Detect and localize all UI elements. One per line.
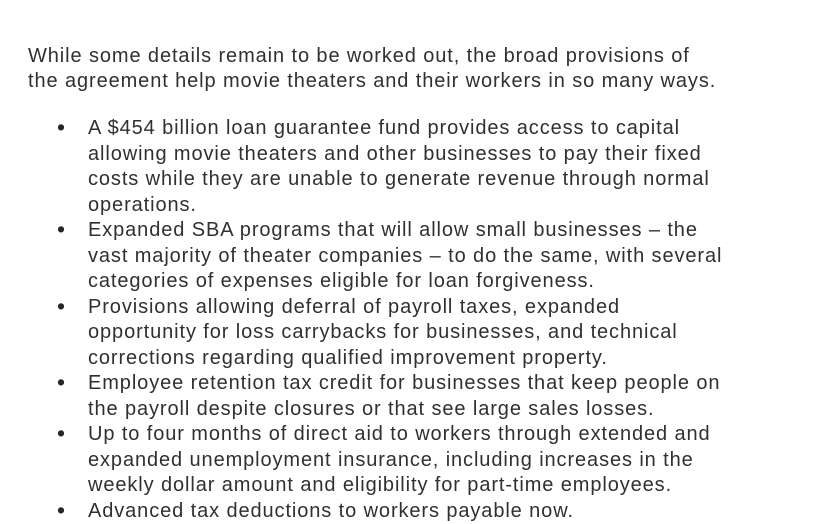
list-item [28, 295, 796, 372]
list-item [28, 116, 796, 218]
bullet-icon: • [57, 421, 65, 447]
bullet-icon: • [57, 294, 65, 320]
intro-paragraph: While some details remain to be worked out, the broad provisions of the agreement help movie theaters and their workers in so many ways. [28, 44, 796, 94]
list-item [28, 499, 796, 524]
list-item [28, 218, 796, 295]
list-item [28, 422, 796, 499]
bullet-icon: • [57, 217, 65, 243]
bullet-icon: • [57, 498, 65, 524]
list-item-text: Expanded SBA programs that will allow small businesses – the vast majority of theater companies – to do the same, with several categories of expenses eligible for loan forgiveness. [88, 218, 796, 295]
list-item-text: Up to four months of direct aid to workers through extended and expanded unemployment insurance, including increases in the weekly dollar amount and eligibility for part-time employees. [88, 422, 796, 499]
bullet-list [28, 116, 796, 524]
bullet-icon: • [57, 115, 65, 141]
list-item-text: Provisions allowing deferral of payroll taxes, expanded opportunity for loss carrybacks for businesses, and technical corrections regarding qualified improvement property. [88, 295, 796, 372]
list-item-text: Advanced tax deductions to workers payable now. [88, 499, 796, 524]
list-item [28, 371, 796, 422]
list-item-text: A $454 billion loan guarantee fund provides access to capital allowing movie theaters and other businesses to pay their fixed costs while they are unable to generate revenue through normal operations. [88, 116, 796, 218]
list-item-text: Employee retention tax credit for businesses that keep people on the payroll despite closures or that see large sales losses. [88, 371, 796, 422]
bullet-icon: • [57, 370, 65, 396]
